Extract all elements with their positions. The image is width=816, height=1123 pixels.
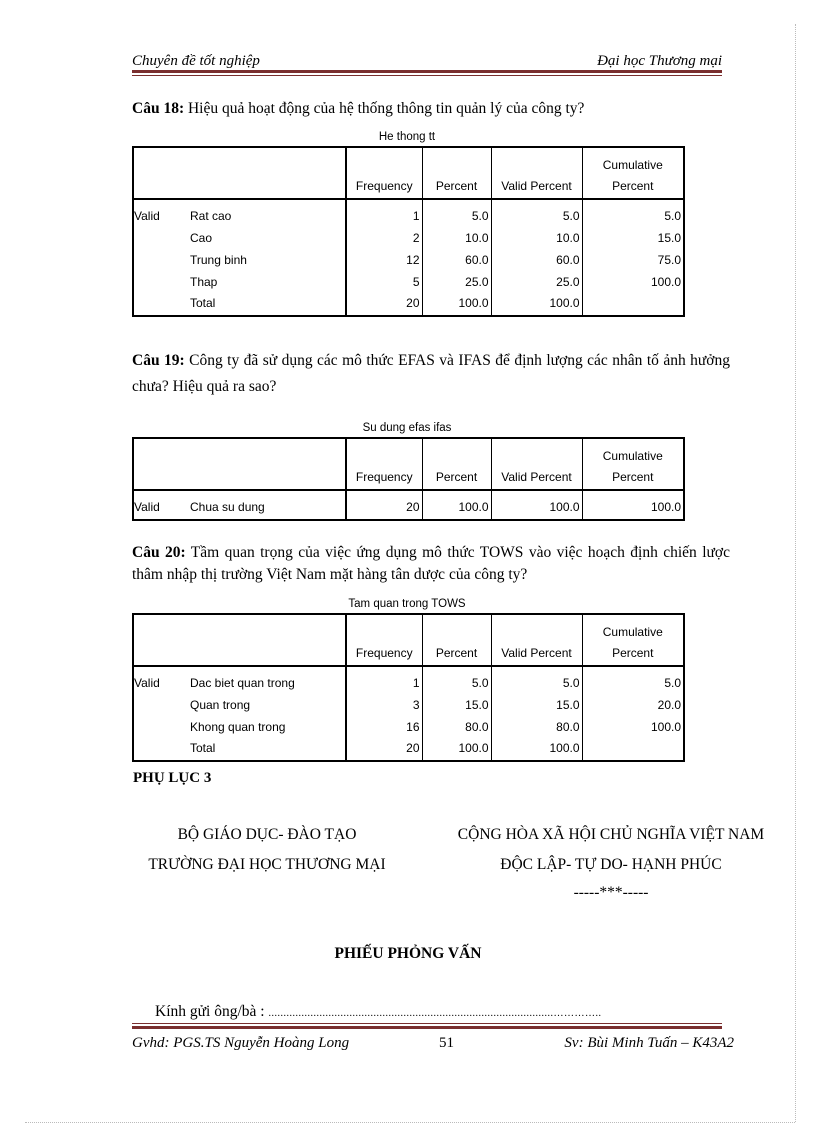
row-cumulative-percent [582,738,684,761]
row-frequency: 1 [346,199,422,227]
question-18-text: Hiệu quả hoạt động của hệ thống thông tin quản lý của công ty? [184,100,585,117]
row-category: Total [183,293,346,316]
table-row [133,716,684,738]
country-name: CỘNG HÒA XÃ HỘI CHỦ NGHĨA VIỆT NAM [457,826,765,843]
row-percent: 15.0 [422,694,491,716]
form-title: PHIẾU PHỎNG VẤN [334,945,482,962]
footer-rule-thin [132,1023,722,1024]
header-rule-thin [132,75,722,76]
row-category: Rat cao [183,199,346,227]
motto-separator: -----***----- [573,884,649,901]
row-category: Trung binh [183,249,346,271]
row-category: Quan trong [183,694,346,716]
question-20-text: Tầm quan trọng của việc ứng dụng mô thức TOWS vào việc hoạch định chiến lược thâm nhập thị trường Việt Nam mặt hàng tân dược của công ty? [132,544,730,583]
row-percent: 10.0 [422,227,491,249]
row-percent: 5.0 [422,666,491,694]
row-frequency: 2 [346,227,422,249]
row-frequency: 20 [346,738,422,761]
university-name: TRƯỜNG ĐẠI HỌC THƯƠNG MẠI [148,856,386,873]
table-row [133,271,684,293]
row-category: Chua su dung [183,490,346,520]
row-percent: 25.0 [422,271,491,293]
header-left: Chuyên đề tốt nghiệp [132,53,260,69]
col-percent: Percent [422,614,491,666]
row-frequency: 20 [346,490,422,520]
col-percent: Percent [422,147,491,199]
row-percent: 5.0 [422,199,491,227]
header-rule-thick [132,70,722,73]
row-frequency: 5 [346,271,422,293]
row-frequency: 1 [346,666,422,694]
question-20-label: Câu 20: [132,544,186,561]
valid-label: Valid [134,500,160,514]
row-cumulative-percent [582,293,684,316]
national-motto: ĐỘC LẬP- TỰ DO- HẠNH PHÚC [500,856,722,873]
row-cumulative-percent: 15.0 [657,230,681,245]
question-19-text: Công ty đã sử dụng các mô thức EFAS và IFAS để định lượng các nhân tố ảnh hưởng chưa? Hiệu quả ra sao? [132,352,730,395]
table-20-title: Tam quan trong TOWS [348,598,466,610]
col-cumulative-percent [582,438,684,490]
col-percent: Percent [422,438,491,490]
ministry-name: BỘ GIÁO DỤC- ĐÀO TẠO [177,826,357,843]
row-category: Total [183,738,346,761]
row-frequency: 20 [346,293,422,316]
valid-label: Valid [134,209,160,223]
col-valid-percent: Valid Percent [491,147,582,199]
col-frequency: Frequency [346,438,422,490]
col-cumulative-line2: Percent [612,646,654,660]
col-cumulative-line1: Cumulative [602,158,663,172]
table-row [133,199,684,227]
row-cumulative-percent: 5.0 [664,209,681,223]
col-cumulative-line2: Percent [612,470,654,484]
table-row [133,666,684,694]
row-category: Dac biet quan trong [183,666,346,694]
row-valid-percent: 100.0 [491,490,582,520]
valid-label [133,293,183,316]
header-blank [133,438,346,490]
header-blank [133,147,346,199]
frequency-table-18 [132,146,685,317]
row-cumulative-percent: 100.0 [650,719,681,734]
question-19 [132,348,730,400]
table-row [133,227,684,249]
frequency-table-20 [132,613,685,762]
row-cumulative-percent: 100.0 [650,274,681,289]
col-valid-percent: Valid Percent [491,614,582,666]
row-cumulative-percent: 100.0 [650,500,681,514]
row-valid-percent: 25.0 [491,271,582,293]
appendix-title: PHỤ LỤC 3 [133,770,212,786]
header-right: Đại học Thương mại [597,53,722,69]
greeting-label: Kính gửi ông/bà : [155,1003,265,1020]
page-number: 51 [439,1035,454,1051]
question-19-label: Câu 19: [132,352,185,369]
row-valid-percent: 100.0 [491,293,582,316]
table-18-title: He thong tt [378,131,436,143]
row-percent: 60.0 [422,249,491,271]
col-cumulative-line1: Cumulative [602,625,663,639]
row-valid-percent: 60.0 [491,249,582,271]
table-row [133,293,684,316]
row-frequency: 3 [346,694,422,716]
row-valid-percent: 5.0 [491,666,582,694]
row-percent: 100.0 [422,490,491,520]
col-frequency: Frequency [346,614,422,666]
valid-label [133,227,183,249]
greeting-dots: ...............................................................................................………….. [268,1008,602,1019]
row-percent: 100.0 [422,738,491,761]
row-percent: 80.0 [422,716,491,738]
row-valid-percent: 5.0 [491,199,582,227]
footer-student: Sv: Bùi Minh Tuấn – K43A2 [564,1035,734,1051]
col-cumulative-line1: Cumulative [602,449,663,463]
question-18 [132,96,730,122]
table-19-title: Su dung efas ifas [362,422,452,434]
valid-label [133,716,183,738]
row-cumulative-percent: 20.0 [657,697,681,712]
col-cumulative-line2: Percent [612,179,654,193]
col-cumulative-percent [582,614,684,666]
greeting-line [155,1003,601,1021]
row-percent: 100.0 [422,293,491,316]
row-cumulative-percent: 5.0 [664,676,681,690]
footer-advisor: Gvhd: PGS.TS Nguyễn Hoàng Long [132,1035,350,1051]
row-category: Thap [183,271,346,293]
valid-label [133,694,183,716]
row-valid-percent: 80.0 [491,716,582,738]
col-frequency: Frequency [346,147,422,199]
row-frequency: 12 [346,249,422,271]
table-row [133,694,684,716]
table-row [133,490,684,520]
table-row [133,249,684,271]
row-frequency: 16 [346,716,422,738]
row-valid-percent: 15.0 [491,694,582,716]
valid-label: Valid [134,676,160,690]
question-20 [132,542,730,586]
table-row [133,738,684,761]
col-cumulative-percent [582,147,684,199]
footer-rule-thick [132,1026,722,1029]
question-18-label: Câu 18: [132,100,185,117]
row-category: Khong quan trong [183,716,346,738]
frequency-table-19 [132,437,685,521]
col-valid-percent: Valid Percent [491,438,582,490]
row-category: Cao [183,227,346,249]
row-valid-percent: 100.0 [491,738,582,761]
valid-label [133,249,183,271]
page-edge-right [795,24,796,1122]
valid-label [133,738,183,761]
row-cumulative-percent: 75.0 [657,252,681,267]
header-blank [133,614,346,666]
valid-label [133,271,183,293]
row-valid-percent: 10.0 [491,227,582,249]
